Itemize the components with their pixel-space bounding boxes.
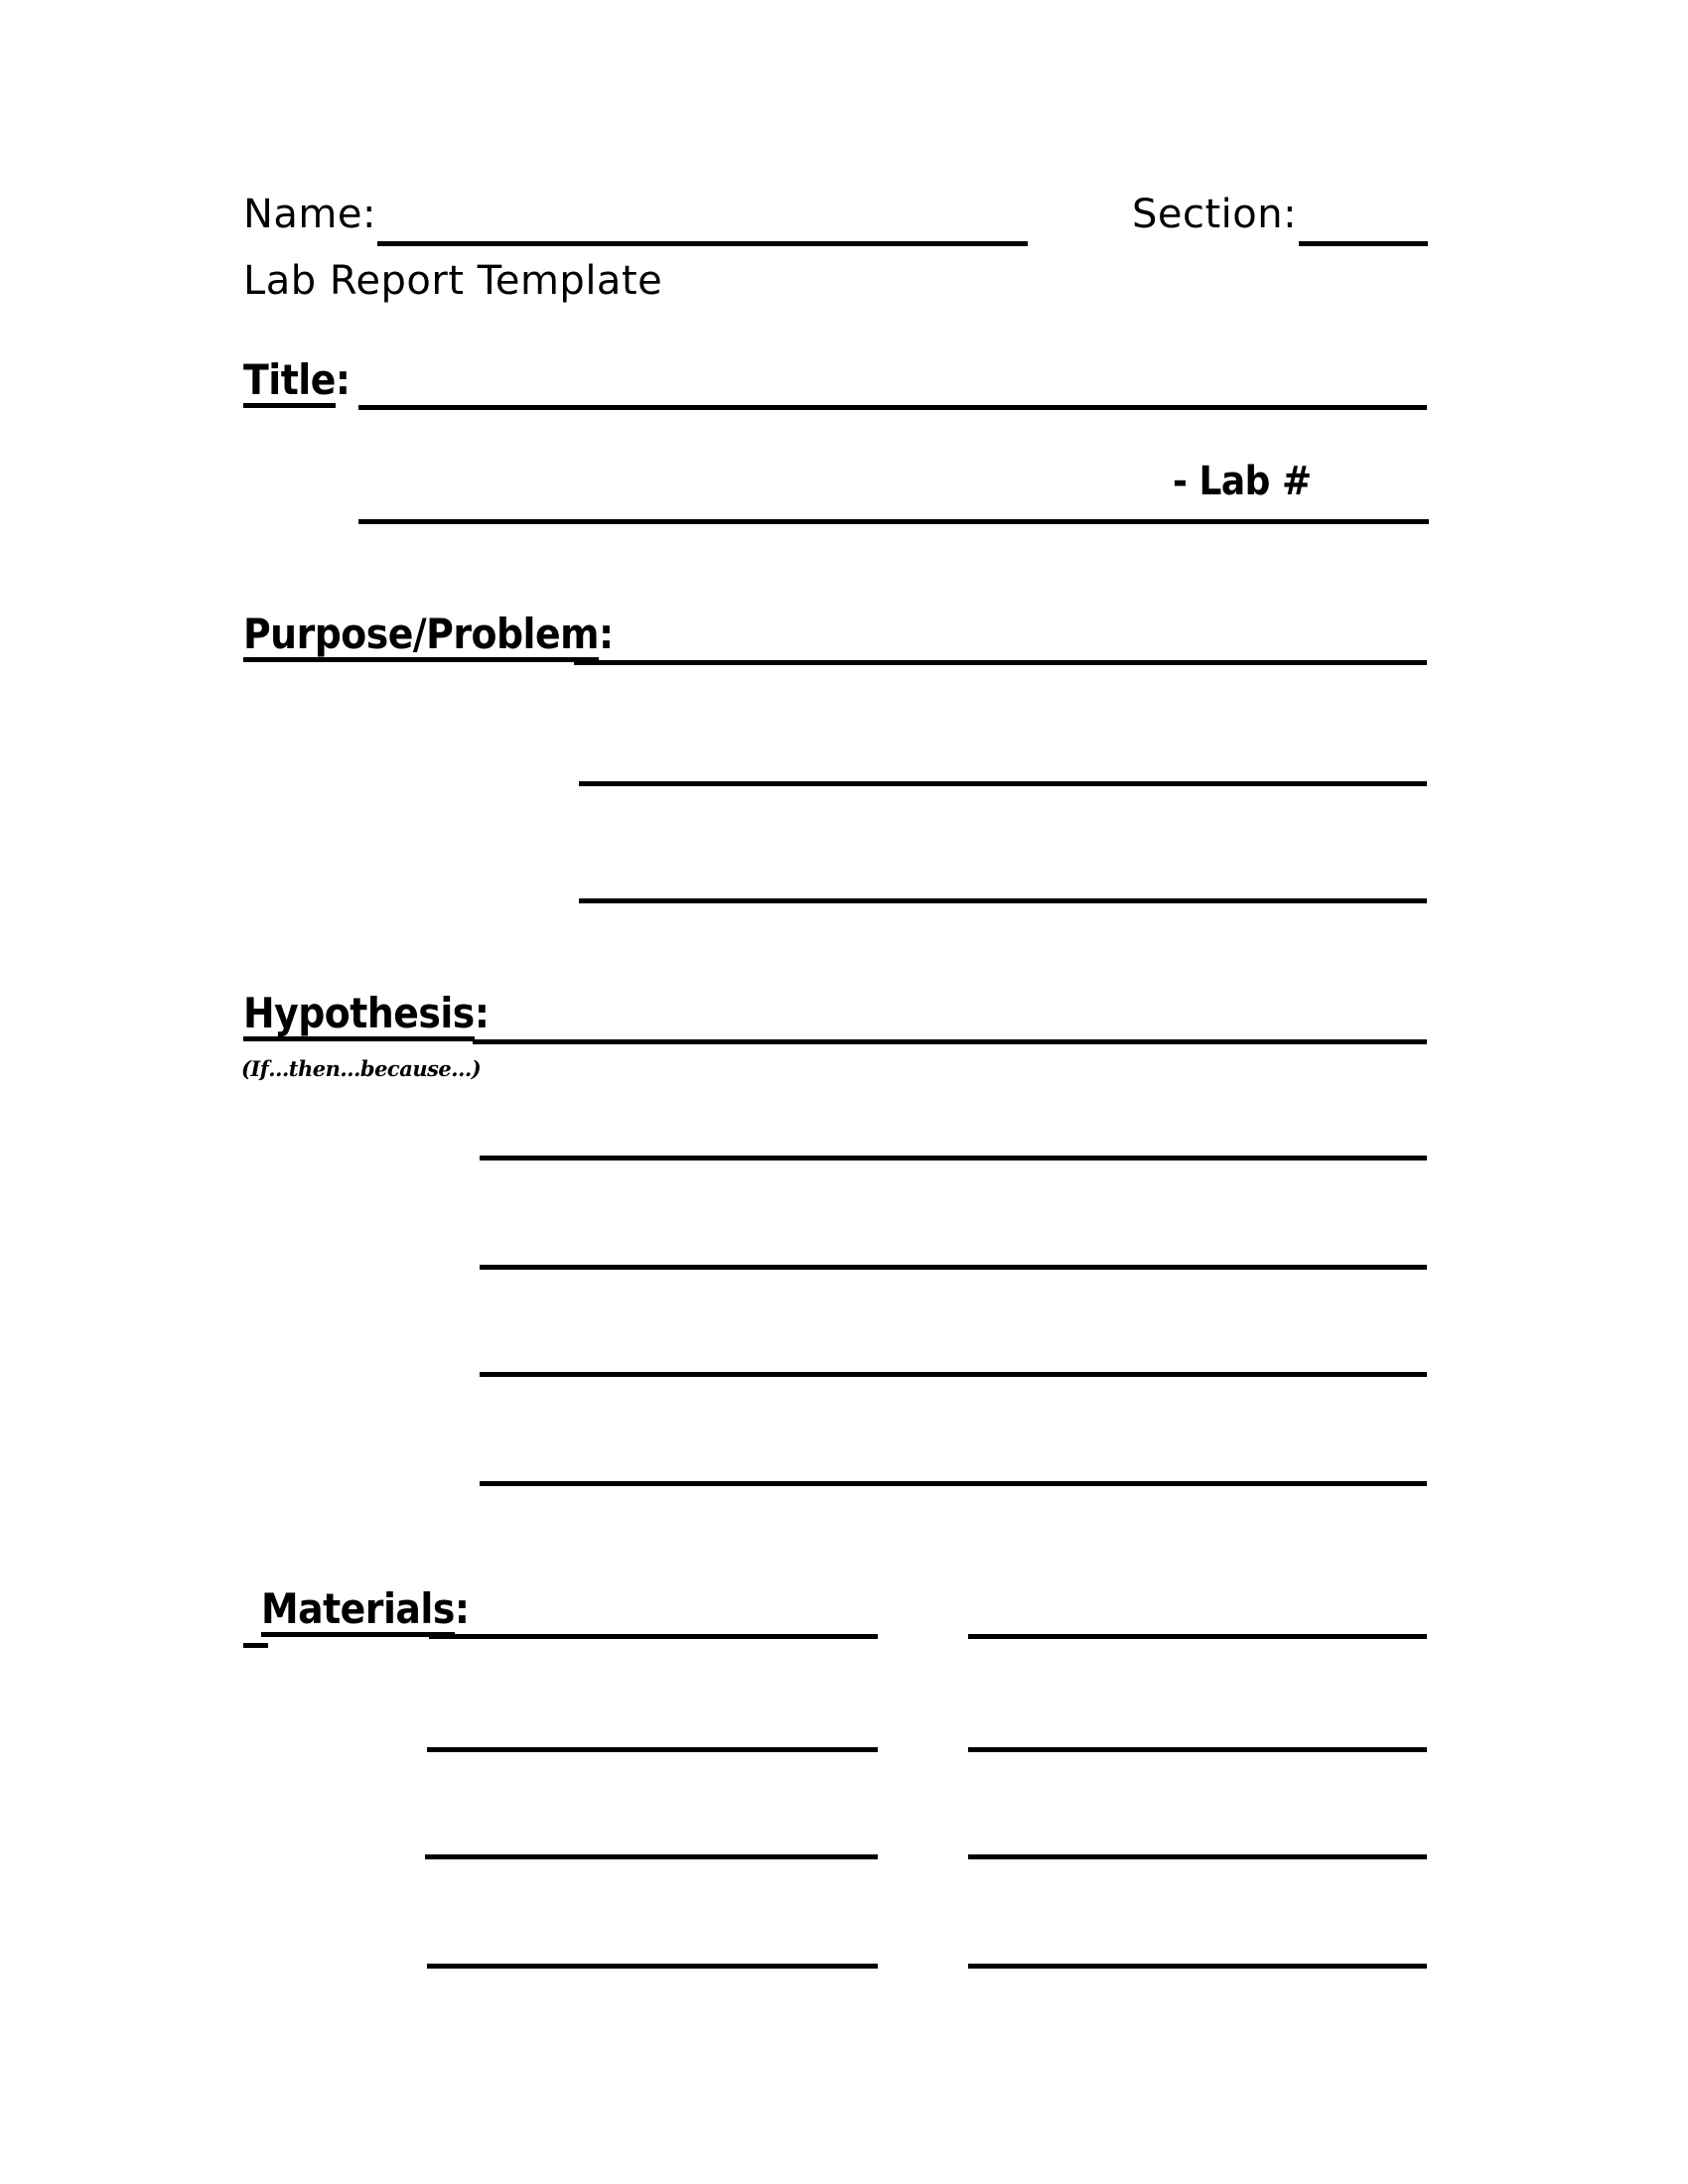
materials-input-line-r1c1[interactable] [429, 1634, 878, 1639]
hypothesis-input-line-4[interactable] [480, 1372, 1427, 1377]
title-section-heading [243, 355, 351, 408]
name-label: Name: [243, 192, 376, 237]
hypothesis-heading-label: Hypothesis [243, 994, 475, 1041]
materials-input-line-r3c1[interactable] [425, 1854, 878, 1859]
section-label: Section: [1132, 192, 1298, 237]
materials-input-line-r1c2[interactable] [968, 1634, 1427, 1639]
materials-input-line-r2c2[interactable] [968, 1747, 1427, 1752]
purpose-input-line-1[interactable] [574, 660, 1427, 665]
name-input-line[interactable] [377, 241, 1028, 246]
title-heading-label: Title [243, 360, 336, 408]
materials-section-heading [261, 1584, 469, 1637]
hypothesis-input-line-1[interactable] [473, 1039, 1427, 1044]
materials-input-line-r4c1[interactable] [427, 1964, 878, 1969]
document-subtitle: Lab Report Template [243, 258, 663, 304]
section-input-line[interactable] [1299, 241, 1428, 246]
materials-heading-label: Materials [261, 1589, 455, 1637]
hypothesis-hint: (If…then…because…) [241, 1056, 482, 1081]
title-input-line-1[interactable] [358, 405, 1427, 410]
materials-input-line-r2c1[interactable] [427, 1747, 878, 1752]
purpose-section-heading [243, 610, 614, 662]
materials-heading-underline-extension [243, 1643, 268, 1648]
title-heading-colon: : [335, 355, 351, 404]
materials-input-line-r3c2[interactable] [968, 1854, 1427, 1859]
lab-number-label: - Lab # [1173, 459, 1312, 504]
purpose-heading-colon: : [598, 610, 614, 658]
purpose-input-line-3[interactable] [579, 898, 1427, 903]
materials-heading-colon: : [454, 1584, 470, 1633]
purpose-input-line-2[interactable] [579, 781, 1427, 786]
hypothesis-section-heading [243, 989, 489, 1041]
hypothesis-input-line-5[interactable] [480, 1481, 1427, 1486]
materials-input-line-r4c2[interactable] [968, 1964, 1427, 1969]
purpose-heading-label: Purpose/Problem [243, 614, 599, 662]
title-input-line-2[interactable] [358, 519, 1429, 524]
hypothesis-input-line-2[interactable] [480, 1156, 1427, 1160]
hypothesis-heading-colon: : [474, 989, 490, 1037]
hypothesis-input-line-3[interactable] [480, 1265, 1427, 1270]
